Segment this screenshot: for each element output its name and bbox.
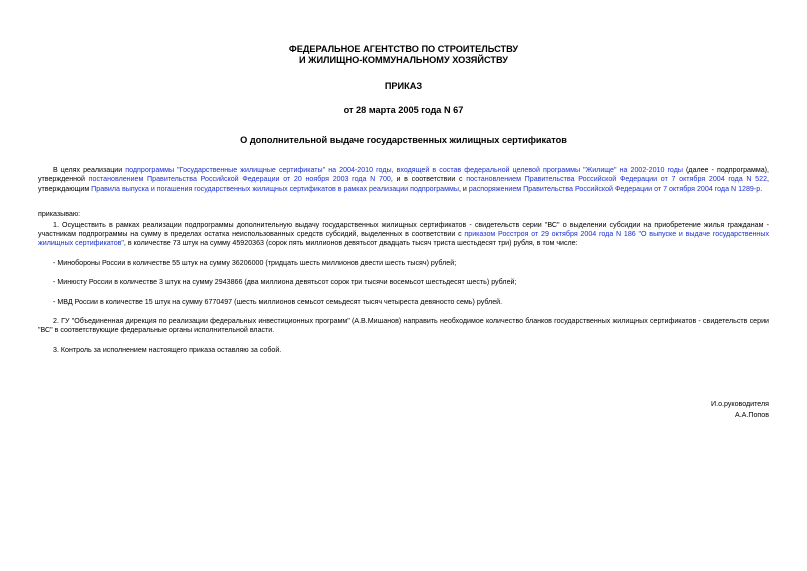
agency-line-2: И ЖИЛИЩНО-КОММУНАЛЬНОМУ ХОЗЯЙСТВУ bbox=[298, 55, 508, 65]
link-subprogram[interactable]: подпрограммы "Государственные жилищные сертификаты" на 2004-2010 годы, входящей в состав федеральной целевой программы "Жилище" на 2002-2010 годы bbox=[125, 166, 683, 174]
intro-text-6: . bbox=[760, 184, 763, 193]
link-rules[interactable]: Правила выпуска и погашения государственных жилищных сертификатов в рамках реализации подпрограммы bbox=[91, 184, 459, 193]
document-page bbox=[38, 44, 769, 355]
link-decree-522[interactable]: постановлением Правительства Российской Федерации от 7 октября 2004 года N 522 bbox=[466, 175, 768, 184]
signature-block bbox=[711, 399, 769, 420]
agency-name bbox=[38, 44, 769, 66]
point-1 bbox=[38, 221, 769, 249]
prikazyvayu: приказываю: bbox=[38, 210, 81, 219]
intro-text-3: , и в соответствии с bbox=[390, 175, 467, 184]
document-subject: О дополнительной выдаче государственных жилищных сертификатов bbox=[240, 135, 567, 145]
list-item-mvd: - МВД России в количестве 15 штук на сумму 6770497 (шесть миллионов семьсот семьдесят тысяч четыреста девяносто семь) рублей. bbox=[53, 297, 503, 306]
link-order-1289[interactable]: распоряжением Правительства Российской Федерации от 7 октября 2004 года N 1289-р bbox=[468, 184, 761, 193]
point-2: 2. ГУ "Объединенная дирекция по реализации федеральных инвестиционных программ" (А.В.Мишанов) направить необходимое количество бланков государственных жилищных сертификатов - свидетельств серии "ВС" в соответствующие федеральные органы исполнительной власти. bbox=[38, 317, 769, 335]
agency-line-1: ФЕДЕРАЛЬНОЕ АГЕНТСТВО ПО СТРОИТЕЛЬСТВУ bbox=[288, 44, 519, 54]
date-number: от 28 марта 2005 года N 67 bbox=[343, 105, 464, 115]
intro-text-1: В целях реализации bbox=[53, 166, 126, 174]
list-item-minyust: - Минюсту России в количестве 3 штук на сумму 2943866 (два миллиона девятьсот сорок три тысячи восемьсот шестьдесят шесть) рублей; bbox=[53, 278, 517, 287]
intro-text-2: (далее - подпрограмма), утвержденной bbox=[38, 166, 769, 184]
signature-name: А.А.Попов bbox=[734, 410, 769, 419]
intro-text-4: , утверждающим bbox=[38, 175, 769, 193]
point-1-text-1: 1. Осуществить в рамках реализации подпрограммы дополнительную выдачу государственных жилищных сертификатов - свидетельств серии "ВС" о выделении субсидии на приобретение жилья гражданам - участникам подпрограммы на сумму в пределах остатка неиспользованных средств субсидий, выделенных в соответствии с bbox=[38, 220, 769, 239]
point-3: 3. Контроль за исполнением настоящего приказа оставляю за собой. bbox=[53, 345, 282, 354]
intro-paragraph bbox=[38, 166, 769, 194]
list-item-minoborony: - Минобороны России в количестве 55 штук на сумму 36206000 (тридцать шесть миллионов двести шесть тысяч) рублей; bbox=[53, 258, 457, 267]
link-order-186[interactable]: приказом Росстроя от 29 октября 2004 года N 186 "О выпуске и выдаче государственных жилищных сертификатов" bbox=[38, 230, 769, 248]
signature-position: И.о.руководителя bbox=[711, 400, 769, 408]
link-decree-700[interactable]: постановлением Правительства Российской Федерации от 20 ноября 2003 года N 700 bbox=[88, 175, 391, 184]
point-1-text-2: , в количестве 73 штук на сумму 45920363 (сорок пять миллионов девятьсот двадцать тысяч триста шестьдесят три) рубля, в том числе: bbox=[123, 239, 578, 248]
doc-type: ПРИКАЗ bbox=[384, 81, 423, 91]
intro-text-5: , и bbox=[458, 184, 469, 193]
